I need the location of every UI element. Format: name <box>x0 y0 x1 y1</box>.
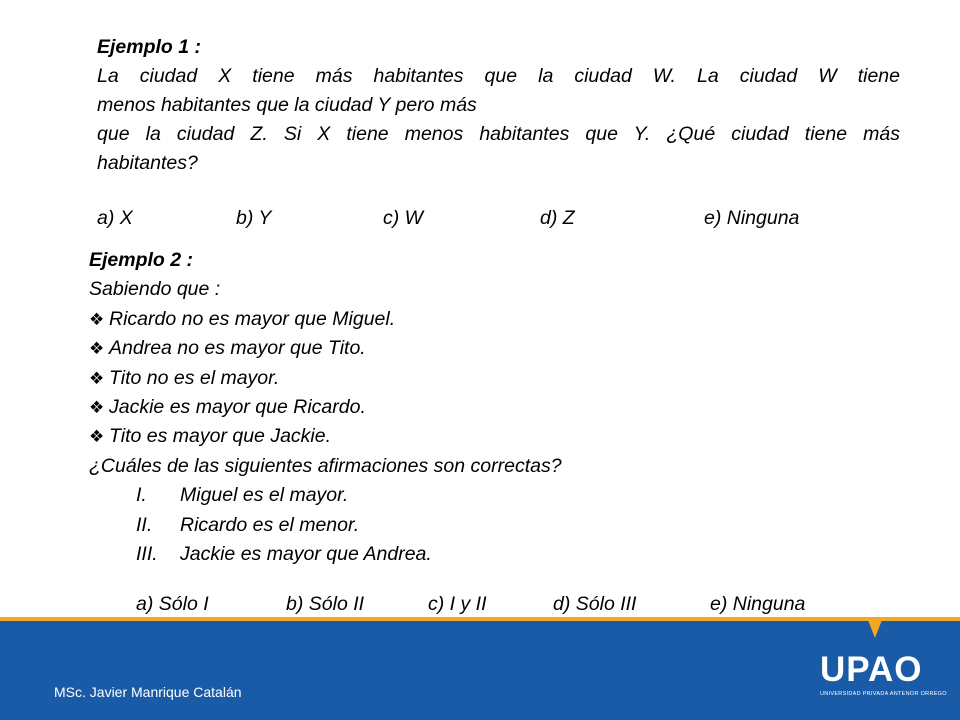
example-1-option-b: b) Y <box>236 207 272 229</box>
example-2-option-b: b) Sólo II <box>286 593 365 615</box>
diamond-bullet-icon: ❖ <box>89 368 105 388</box>
example-2-question: ¿Cuáles de las siguientes afirmaciones son correctas? <box>89 454 562 477</box>
upao-logo <box>820 650 947 704</box>
example-2-option-e: e) Ninguna <box>710 593 806 615</box>
diamond-bullet-icon: ❖ <box>89 427 105 447</box>
example-1-title: Ejemplo 1 : <box>97 36 202 58</box>
example-1-option-c: c) W <box>383 207 424 229</box>
statement-item: II. Ricardo es el menor. <box>136 513 360 536</box>
footer-accent-notch <box>868 620 882 638</box>
premise-item: ❖ Andrea no es mayor que Tito. <box>89 334 849 363</box>
statement-item: III. Jackie es mayor que Andrea. <box>136 542 432 565</box>
example-1-line-2: menos habitantes que la ciudad Y pero más <box>97 94 477 116</box>
diamond-bullet-icon: ❖ <box>89 397 105 417</box>
example-1-options <box>97 204 897 234</box>
premise-item: ❖ Tito es mayor que Jackie. <box>89 422 849 451</box>
premise-item: ❖ Ricardo no es mayor que Miguel. <box>89 305 849 334</box>
diamond-bullet-icon: ❖ <box>89 309 105 329</box>
example-2-option-c: c) I y II <box>428 593 487 615</box>
example-1-option-a: a) X <box>97 207 133 229</box>
example-2 <box>89 246 849 569</box>
example-1-option-e: e) Ninguna <box>704 207 800 229</box>
example-2-option-d: d) Sólo III <box>553 593 637 615</box>
footer-accent-stripe <box>0 617 960 621</box>
footer-bar <box>0 620 960 720</box>
example-1-line-1: La ciudad X tiene más habitantes que la ciudad W. La ciudad W tiene <box>97 65 900 87</box>
example-1-line-4: habitantes? <box>97 152 198 174</box>
example-1-option-d: d) Z <box>540 207 575 229</box>
author-name: MSc. Javier Manrique Catalán <box>54 684 242 700</box>
premise-item: ❖ Jackie es mayor que Ricardo. <box>89 393 849 422</box>
premise-item: ❖ Tito no es el mayor. <box>89 364 849 393</box>
example-2-title: Ejemplo 2 : <box>89 249 194 271</box>
example-2-option-a: a) Sólo I <box>136 593 209 615</box>
example-2-options <box>136 590 856 620</box>
example-2-intro: Sabiendo que : <box>89 278 221 301</box>
logo-subtitle: UNIVERSIDAD PRIVADA ANTENOR ORREGO <box>820 691 947 697</box>
diamond-bullet-icon: ❖ <box>89 339 105 359</box>
logo-wordmark: UPAO <box>820 650 923 689</box>
statement-item: I. Miguel es el mayor. <box>136 484 349 507</box>
example-1 <box>97 33 900 178</box>
example-1-line-3: que la ciudad Z. Si X tiene menos habitantes que Y. ¿Qué ciudad tiene más <box>97 123 900 145</box>
